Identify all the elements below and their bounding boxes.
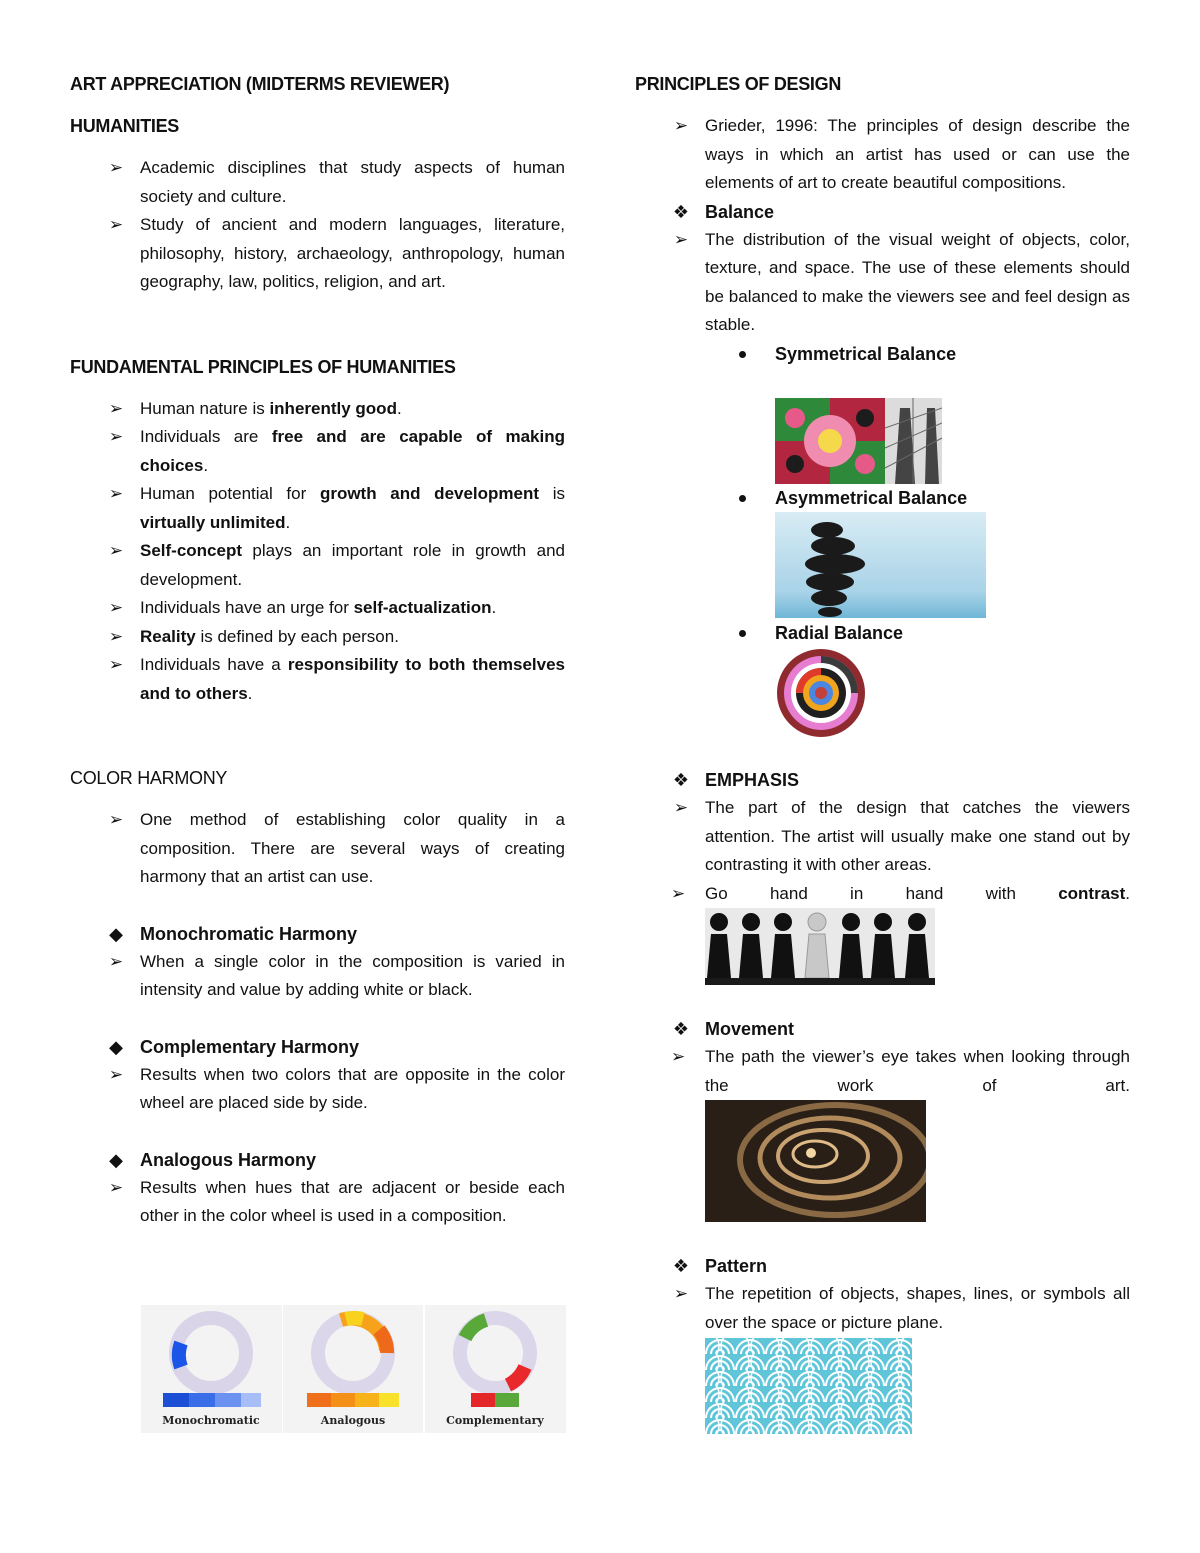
subheading: ◆ Analogous Harmony (70, 1146, 565, 1174)
list-item: ➢ When a single color in the composition is varied in intensity and value by adding white or black. (70, 948, 565, 1005)
subheading: ❖ Balance (635, 198, 1130, 226)
arrow-bullet-icon: ➢ (108, 427, 124, 446)
arrow-bullet-icon: ➢ (108, 655, 124, 674)
list-item: ➢ Results when hues that are adjacent or beside each other in the color wheel is used in a composition. (70, 1174, 565, 1231)
list-item: ➢ The part of the design that catches the viewers attention. The artist will usually make one stand out by contrasting it with other areas. (635, 794, 1130, 880)
arrow-bullet-icon: ➢ (108, 215, 124, 234)
dot-bullet-icon (739, 495, 746, 502)
list-item: ➢ The path the viewer’s eye takes when looking through the work of art. (635, 1043, 1130, 1100)
bullet-item: Symmetrical Balance (635, 340, 1130, 368)
diamond-bullet-icon: ◆ (109, 923, 123, 944)
diamond-bullet-icon: ❖ (672, 1019, 690, 1039)
arrow-bullet-icon: ➢ (671, 883, 686, 903)
list-item: ➢ Grieder, 1996: The principles of design describe the ways in which an artist has used or can use the elements of art to create beautiful compositions. (635, 112, 1130, 198)
list-item: ➢ Individuals are free and are capable of making choices. (70, 423, 565, 480)
list-item: ➢ Reality is defined by each person. (70, 623, 565, 652)
symmetrical-balance-image (775, 398, 942, 484)
color-wheels-image (141, 1305, 566, 1433)
arrow-bullet-icon: ➢ (108, 951, 124, 971)
list-item: ➢ One method of establishing color quality in a composition. There are several ways of creating harmony that an artist can use. (70, 806, 565, 892)
subheading: ◆ Monochromatic Harmony (70, 920, 565, 948)
list-item: ➢ Go hand in hand with contrast. (635, 880, 1130, 909)
list-item: ➢ Results when two colors that are opposite in the color wheel are placed side by side. (70, 1061, 565, 1118)
color-harmony-heading: COLOR HARMONY (70, 768, 228, 788)
diamond-bullet-icon: ❖ (672, 770, 690, 790)
bullet-item: Asymmetrical Balance (635, 484, 1200, 512)
wheel-label: Complementary (446, 1414, 544, 1427)
arrow-bullet-icon: ➢ (108, 1177, 124, 1197)
arrow-bullet-icon: ➢ (108, 1064, 124, 1084)
arrow-bullet-icon: ➢ (108, 598, 124, 617)
pattern-section (635, 1252, 1130, 1337)
arrow-bullet-icon: ➢ (108, 398, 124, 418)
list-item: ➢ The repetition of objects, shapes, lines, or symbols all over the space or picture plane. (635, 1280, 1130, 1337)
list-item: ➢ Self-concept plays an important role in growth and development. (70, 537, 565, 594)
list-item: ➢ Individuals have a responsibility to both themselves and to others. (70, 651, 565, 708)
diamond-bullet-icon: ◆ (109, 1036, 123, 1057)
wave-pattern-image (705, 1338, 912, 1434)
arrow-bullet-icon: ➢ (673, 116, 689, 135)
arrow-bullet-icon: ➢ (108, 158, 124, 177)
arrow-bullet-icon: ➢ (108, 626, 124, 646)
subheading: ❖ EMPHASIS (635, 766, 1130, 794)
wheel-label: Monochromatic (162, 1414, 260, 1427)
emphasis-section (635, 766, 1130, 908)
chess-pawns-image (705, 908, 935, 985)
radial-balance-image (775, 648, 867, 738)
subheading: ❖ Movement (635, 1015, 1130, 1043)
subheading: ❖ Pattern (635, 1252, 1130, 1280)
bullet-item: Radial Balance (635, 619, 1200, 647)
arrow-bullet-icon: ➢ (108, 541, 124, 560)
arrow-bullet-icon: ➢ (671, 1047, 686, 1066)
subheading: ◆ Complementary Harmony (70, 1033, 565, 1061)
left-column (70, 70, 565, 1231)
movement-section (635, 1015, 1130, 1100)
list-item: ➢ Individuals have an urge for self-actualization. (70, 594, 565, 623)
arrow-bullet-icon: ➢ (108, 810, 124, 829)
list-item: ➢ Human potential for growth and development is virtually unlimited. (70, 480, 565, 537)
document-title: ART APPRECIATION (MIDTERMS REVIEWER) (70, 74, 450, 94)
dot-bullet-icon (739, 351, 746, 358)
humanities-heading: HUMANITIES (70, 116, 179, 136)
list-item: ➢ The distribution of the visual weight of objects, color, texture, and space. The use of these elements should be balanced to make the viewers see and feel design as stable. (635, 226, 1130, 340)
arrow-bullet-icon: ➢ (673, 798, 689, 817)
list-item: ➢ Study of ancient and modern languages, literature, philosophy, history, archaeology, anthropology, human geography, law, politics, religion, and art. (70, 211, 565, 297)
wheel-label: Analogous (320, 1414, 386, 1427)
list-item: ➢ Human nature is inherently good. (70, 395, 565, 424)
right-column (635, 70, 1130, 368)
principles-of-design-heading: PRINCIPLES OF DESIGN (635, 74, 842, 94)
arrow-bullet-icon: ➢ (673, 1284, 689, 1303)
asymmetrical-balance-image (775, 512, 986, 618)
arrow-bullet-icon: ➢ (108, 484, 124, 503)
spiral-staircase-image (705, 1100, 926, 1222)
list-item: ➢ Academic disciplines that study aspects of human society and culture. (70, 154, 565, 211)
diamond-bullet-icon: ◆ (109, 1149, 123, 1170)
diamond-bullet-icon: ❖ (672, 1256, 690, 1276)
fundamental-principles-heading: FUNDAMENTAL PRINCIPLES OF HUMANITIES (70, 356, 456, 377)
arrow-bullet-icon: ➢ (673, 229, 689, 249)
dot-bullet-icon (739, 630, 746, 637)
diamond-bullet-icon: ❖ (672, 201, 690, 222)
